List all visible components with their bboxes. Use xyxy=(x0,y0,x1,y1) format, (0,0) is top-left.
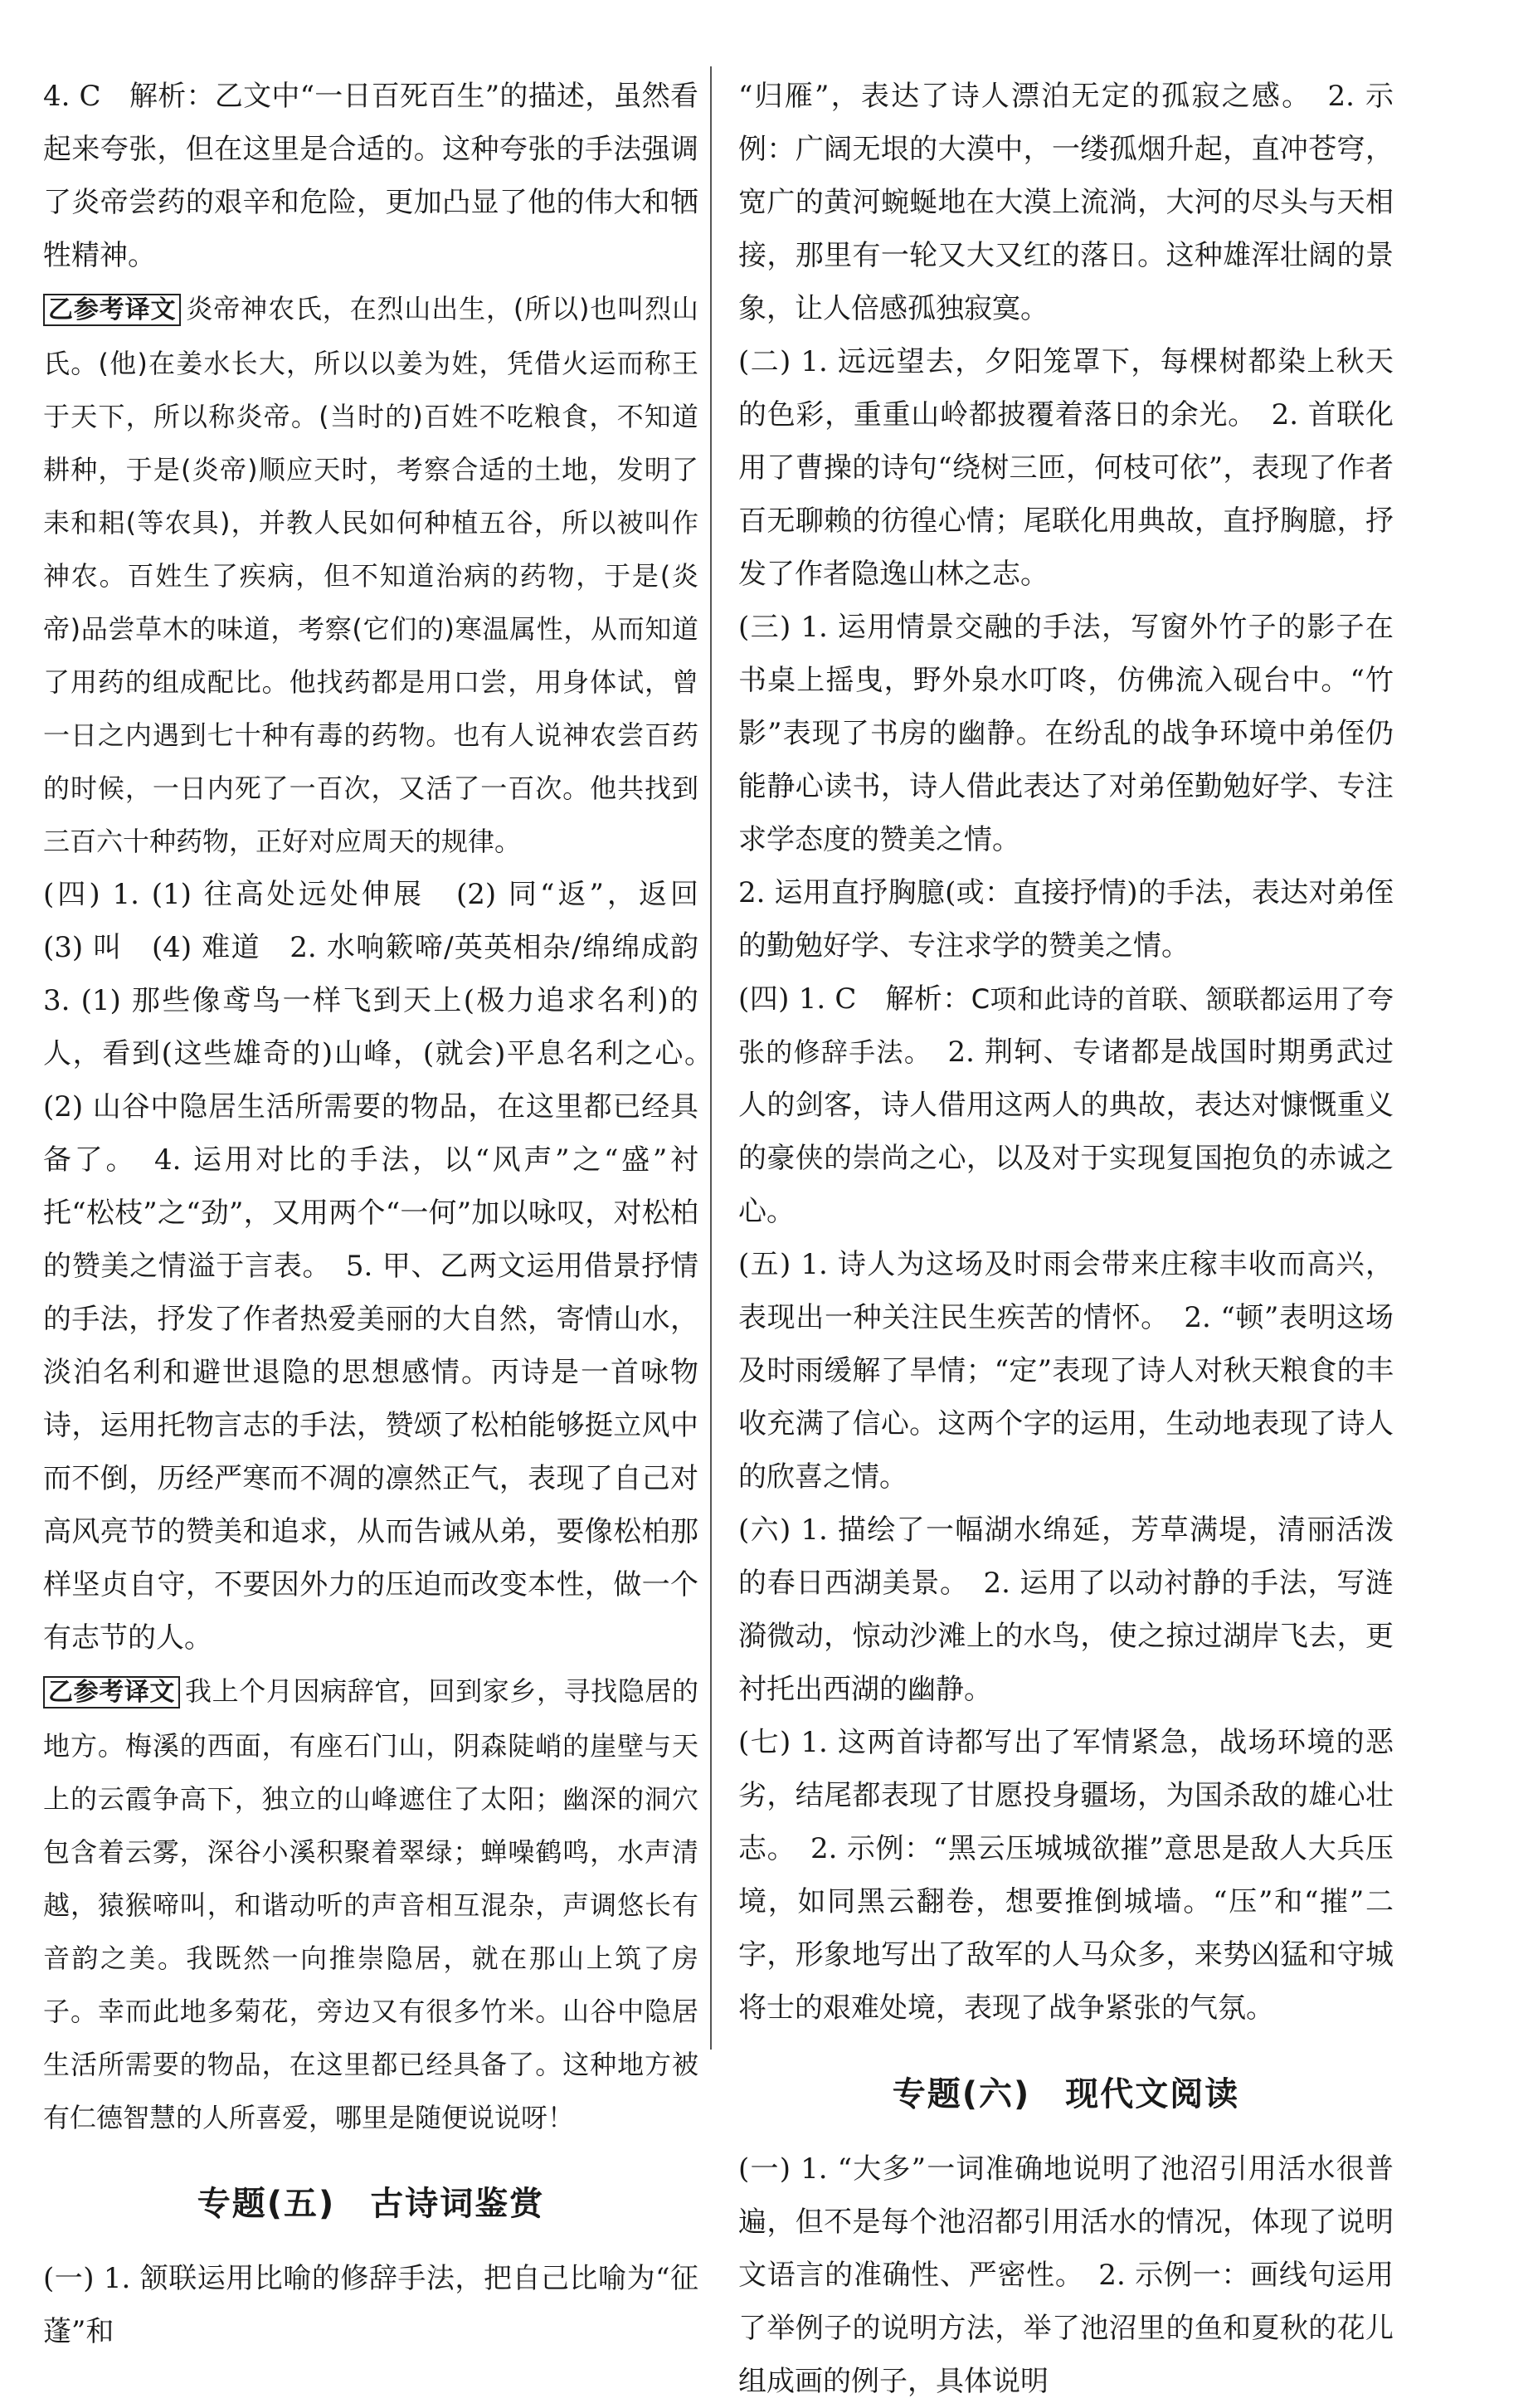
section-title-5: 专题(五) 古诗词鉴赏 xyxy=(197,2185,545,2223)
answer-explanation: C项和此诗的首联、颔联都运用了夸张的修辞手法。 xyxy=(738,983,1394,1068)
answer-group-4: (四) 1. (1) 往高处远处伸展 (2) 同“返”，返回 (3) 叫 (4) 难道 2. 水响簌啼/英英相杂/绵绵成韵 3. (1) 那些像鸢鸟一样飞到天上(极力追求名利)的人，看到(这些雄奇的)山峰，(就会)平息名利之心。 (2) 山谷中隐居生活所需要的物品，在这里都已经具备了。 4. 运用对比的手法，以“风声”之“盛”衬托“松枝”之“劲”，又用两个“一何”加以咏叹，对松柏的赞美之情溢于言表。 5. 甲、乙两文运用借景抒情的手法，抒发了作者热爱美丽的大自然，寄情山水，淡泊名利和避世退隐的思想感情。丙诗是一首咏物诗，运用托物言志的手法，赞颂了松柏能够挺立风中而不倒，历经严寒而不凋的凛然正气，表现了自己对高风亮节的赞美和追求，从而告诫从弟，要像松柏那样坚贞自守，不要因外力的压迫而改变本性，做一个有志节的人。 xyxy=(43,878,727,1655)
answer-4: 4. C 解析：乙文中“一日百死百生”的描述，虽然看起来夸张，但在这里是合适的。这种夸张的手法强调了炎帝尝药的艰辛和危险，更加凸显了他的伟大和牺牲精神。 xyxy=(43,80,698,272)
section5-answer-3a: (三) 1. 运用情景交融的手法，写窗外竹子的影子在书桌上摇曳，野外泉水叮咚，仿佛流入砚台中。“竹影”表现了书房的幽静。在纷乱的战争环境中弟侄仍能静心读书，诗人借此表达了对弟侄勤勉好学、专注求学态度的赞美之情。 xyxy=(738,611,1394,856)
reference-translation-1 xyxy=(43,282,698,868)
answer-rest: 2. 荆轲、专诸都是战国时期勇武过人的剑客，诗人借用这两人的典故，表达对慷慨重义的豪侠的崇尚之心，以及对于实现复国抱负的赤诚之心。 xyxy=(738,1036,1394,1228)
reference-translation-2 xyxy=(43,1665,698,2144)
section5-answer-1: (一) 1. 颔联运用比喻的修辞手法，把自己比喻为“征蓬”和 xyxy=(43,2262,698,2348)
reference-text: 我上个月因病辞官，回到家乡，寻找隐居的地方。梅溪的西面，有座石门山，阴森陡峭的崖壁与天上的云霞争高下，独立的山峰遮住了太阳；幽深的洞穴包含着云雾，深谷小溪积聚着翠绿；蝉噪鹤鸣，水声清越，猿猴啼叫，和谐动听的声音相互混杂，声调悠长有音韵之美。我既然一向推崇隐居，就在那山上筑了房子。幸而此地多菊花，旁边又有很多竹米。山谷中隐居生活所需要的物品，在这里都已经具备了。这种地方被有仁德智慧的人所喜爱，哪里是随便说说呀！ xyxy=(43,1675,698,2133)
answer-head: (四) 1. C 解析： xyxy=(738,982,971,1016)
reference-label: 乙参考译文 xyxy=(43,1676,180,1709)
left-column xyxy=(43,70,727,2358)
section5-answer-7: (七) 1. 这两首诗都写出了军情紧急，战场环境的恶劣，结尾都表现了甘愿投身疆场，为国杀敌的雄心壮志。 2. 示例：“黑云压城城欲摧”意思是敌人大兵压境，如同黑云翻卷，想要推倒城墙。“压”和“摧”二字，形象地写出了敌军的人马众多，来势凶猛和守城将士的艰难处境，表现了战争紧张的气氛。 xyxy=(738,1726,1394,2025)
reference-label: 乙参考译文 xyxy=(43,294,181,326)
section5-answer-3b: 2. 运用直抒胸臆(或：直接抒情)的手法，表达对弟侄的勤勉好学、专注求学的赞美之情。 xyxy=(738,876,1394,963)
section5-answer-6: (六) 1. 描绘了一幅湖水绵延，芳草满堤，清丽活泼的春日西湖美景。 2. 运用了以动衬静的手法，写涟漪微动，惊动沙滩上的水鸟，使之掠过湖岸飞去，更衬托出西湖的幽静。 xyxy=(738,1514,1394,1706)
section5-answer-4 xyxy=(738,972,1394,1238)
right-column xyxy=(738,70,1394,2408)
section5-answer-5: (五) 1. 诗人为这场及时雨会带来庄稼丰收而高兴，表现出一种关注民生疾苦的情怀。 2. “顿”表明这场及时雨缓解了旱情；“定”表现了诗人对秋天粮食的丰收充满了信心。这两个字的运用，生动地表现了诗人的欣喜之情。 xyxy=(738,1248,1394,1494)
section-title-6: 专题(六) 现代文阅读 xyxy=(892,2075,1240,2113)
section6-answer-1: (一) 1. “大多”一词准确地说明了池沼引用活水很普遍，但不是每个池沼都引用活水的情况，体现了说明文语言的准确性、严密性。 2. 示例一：画线句运用了举例子的说明方法，举了池沼里的鱼和夏秋的花儿组成画的例子，具体说明 xyxy=(738,2152,1394,2398)
section5-answer-2: (二) 1. 远远望去，夕阳笼罩下，每棵树都染上秋天的色彩，重重山岭都披覆着落日的余光。 2. 首联化用了曹操的诗句“绕树三匝，何枝可依”，表现了作者百无聊赖的彷徨心情；尾联化用典故，直抒胸臆，抒发了作者隐逸山林之志。 xyxy=(738,345,1394,591)
section5-answer-1-continued: “归雁”，表达了诗人漂泊无定的孤寂之感。 2. 示例：广阔无垠的大漠中，一缕孤烟升起，直冲苍穹，宽广的黄河蜿蜒地在大漠上流淌，大河的尽头与天相接，那里有一轮又大又红的落日。这种雄浑壮阔的景象，让人倍感孤独寂寞。 xyxy=(738,80,1394,325)
reference-text: 炎帝神农氏，在烈山出生，(所以)也叫烈山氏。(他)在姜水长大，所以以姜为姓，凭借火运而称王于天下，所以称炎帝。(当时的)百姓不吃粮食，不知道耕种，于是(炎帝)顺应天时，考察合适的土地，发明了耒和耜(等农具)，并教人民如何种植五谷，所以被叫作神农。百姓生了疾病，但不知道治病的药物，于是(炎帝)品尝草木的味道，考察(它们的)寒温属性，从而知道了用药的组成配比。他找药都是用口尝，用身体试，曾一日之内遇到七十种有毒的药物。也有人说神农尝百药的时候，一日内死了一百次，又活了一百次。他共找到三百六十种药物，正好对应周天的规律。 xyxy=(43,293,698,857)
